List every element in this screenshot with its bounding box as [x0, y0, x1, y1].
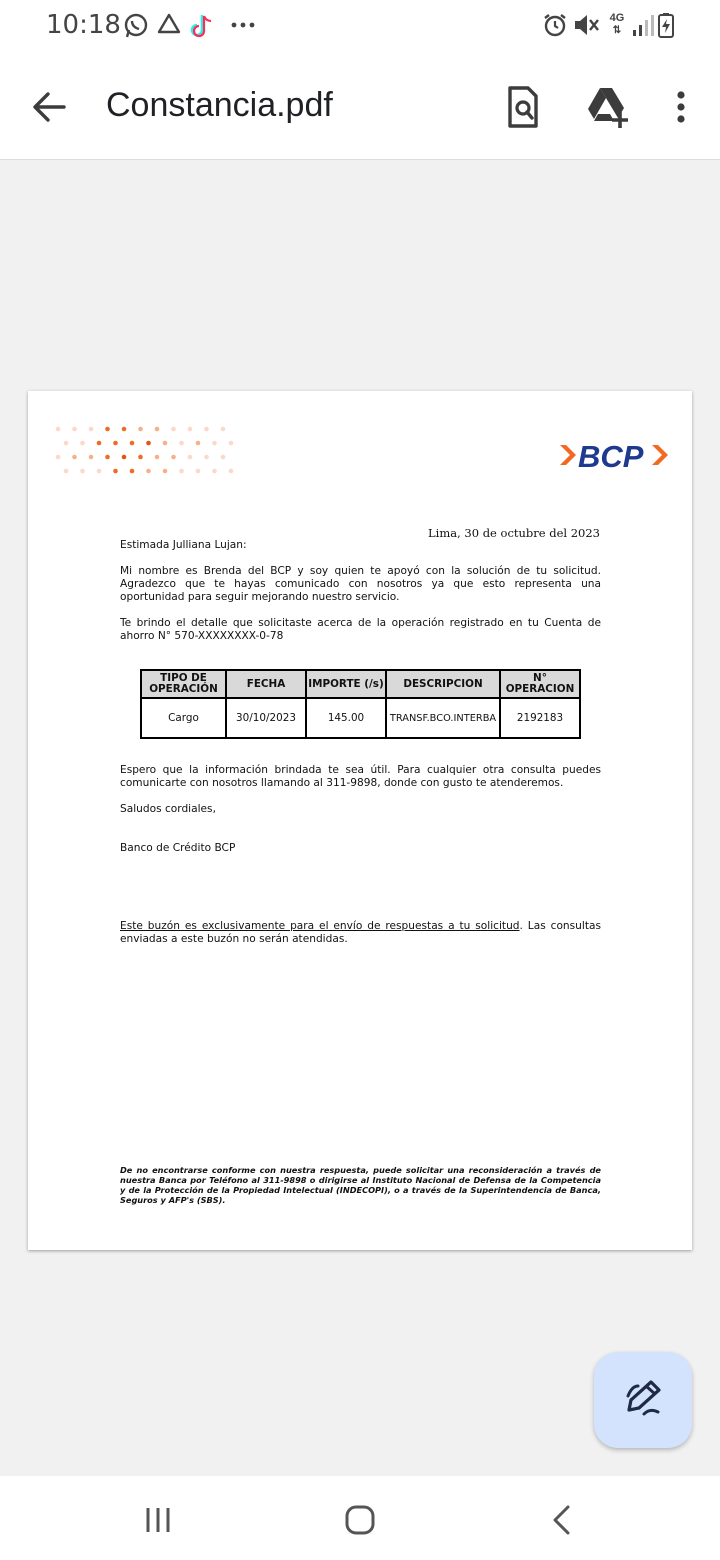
- decorative-dot: [155, 427, 160, 432]
- home-icon[interactable]: [340, 1500, 380, 1540]
- whatsapp-icon: [122, 12, 150, 40]
- tiktok-icon: [188, 12, 214, 40]
- table-header: N° OPERACION: [500, 670, 580, 698]
- decorative-dot: [138, 455, 143, 460]
- edit-pen-icon: [594, 1352, 692, 1448]
- decorative-dot: [146, 441, 151, 446]
- table-header: DESCRIPCION: [386, 670, 500, 698]
- paragraph-intro: Mi nombre es Brenda del BCP y soy quien te apoyó con la solución de tu solicitud. Agradezco que te hayas comunicado con nosotros ya que esto representa una oportunidad para seguir mejorando nuestro servicio.: [120, 565, 601, 603]
- alarm-icon: [542, 12, 568, 38]
- table-header: TIPO DE OPERACIÓN: [141, 670, 226, 698]
- decorative-dot: [122, 455, 127, 460]
- decorative-dot: [97, 469, 102, 474]
- decorative-dot: [179, 469, 184, 474]
- mailbox-notice-underlined: Este buzón es exclusivamente para el envío de respuestas a tu solicitud: [120, 920, 520, 932]
- decorative-dot: [89, 455, 94, 460]
- decorative-dot: [105, 455, 110, 460]
- decorative-dot: [56, 455, 61, 460]
- status-time: 10:18: [46, 10, 121, 40]
- decorative-dot: [171, 455, 176, 460]
- network-icon: 4G ⇅: [609, 12, 625, 36]
- mailbox-notice-rest: . Las consultas enviadas a este buzón no serán atendidas.: [120, 920, 601, 945]
- decorative-dot: [130, 469, 135, 474]
- decorative-dot: [229, 469, 234, 474]
- decorative-dot: [97, 441, 102, 446]
- operations-table: [140, 669, 581, 739]
- greeting: Estimada Julliana Lujan:: [120, 539, 247, 551]
- table-cell: TRANSF.BCO.INTERBA: [386, 698, 500, 738]
- decorative-dot: [89, 427, 94, 432]
- table-cell: 30/10/2023: [226, 698, 306, 738]
- decorative-dot: [56, 427, 61, 432]
- navigation-bar: [0, 1476, 720, 1560]
- app-bar: [0, 52, 720, 160]
- decorative-dot: [64, 469, 69, 474]
- table-row: [141, 698, 580, 738]
- decorative-dot: [72, 455, 77, 460]
- decorative-dot: [171, 427, 176, 432]
- back-arrow-icon[interactable]: [24, 82, 74, 132]
- decorative-dot: [229, 441, 234, 446]
- decorative-dot: [138, 427, 143, 432]
- decorative-dot: [204, 455, 209, 460]
- decorative-dot: [146, 469, 151, 474]
- decorative-dot: [105, 427, 110, 432]
- signal-icon: [632, 12, 654, 38]
- status-bar: [0, 0, 720, 52]
- decorative-dots-pattern: [52, 421, 252, 481]
- decorative-dot: [196, 441, 201, 446]
- table-cell: 145.00: [306, 698, 386, 738]
- decorative-dot: [221, 427, 226, 432]
- decorative-dot: [212, 469, 217, 474]
- decorative-dot: [221, 455, 226, 460]
- search-in-document-icon[interactable]: [498, 82, 548, 132]
- decorative-dot: [212, 441, 217, 446]
- overflow-menu-icon[interactable]: [656, 82, 706, 132]
- decorative-dot: [113, 469, 118, 474]
- footer-note: De no encontrarse conforme con nuestra respuesta, puede solicitar una reconsideración a través de nuestra Banca por Teléfono al 311-9898 o dirigirse al Instituto Nacional de Defensa de la Competencia y de la Protección de la Propiedad Intelectual (INDECOPI), o a través de la Superintendencia de Banca, Seguros y AFP's (SBS).: [120, 1165, 601, 1205]
- decorative-dot: [188, 455, 193, 460]
- decorative-dot: [80, 469, 85, 474]
- decorative-dot: [130, 441, 135, 446]
- salutation: Saludos cordiales,: [120, 803, 216, 815]
- decorative-dot: [80, 441, 85, 446]
- decorative-dot: [72, 427, 77, 432]
- add-to-drive-icon[interactable]: [582, 82, 632, 132]
- decorative-dot: [64, 441, 69, 446]
- decorative-dot: [179, 441, 184, 446]
- recents-icon[interactable]: [138, 1500, 178, 1540]
- table-header-row: [141, 670, 580, 698]
- mute-icon: [572, 12, 600, 38]
- mailbox-notice: [120, 920, 601, 946]
- battery-icon: [658, 12, 674, 38]
- decorative-dot: [113, 441, 118, 446]
- decorative-dot: [163, 441, 168, 446]
- decorative-dot: [122, 427, 127, 432]
- decorative-dot: [204, 427, 209, 432]
- table-cell: 2192183: [500, 698, 580, 738]
- decorative-dot: [196, 469, 201, 474]
- table-header: IMPORTE (/s): [306, 670, 386, 698]
- decorative-dot: [155, 455, 160, 460]
- document-title: Constancia.pdf: [106, 86, 333, 124]
- bcp-logo-text: BCP: [578, 439, 644, 474]
- edit-fab[interactable]: [594, 1352, 692, 1448]
- decorative-dot: [163, 469, 168, 474]
- bcp-logo: [558, 435, 670, 475]
- signature: Banco de Crédito BCP: [120, 842, 236, 854]
- paragraph-detail: Te brindo el detalle que solicitaste acerca de la operación registrado en tu Cuenta de ahorro N° 570-XXXXXXXX-0-78: [120, 617, 601, 642]
- paragraph-closing: Espero que la información brindada te sea útil. Para cualquier otra consulta puedes comunicarte con nosotros llamando al 311-9898, donde con gusto te atenderemos.: [120, 764, 601, 789]
- drive-icon: [156, 12, 182, 38]
- table-cell: Cargo: [141, 698, 226, 738]
- more-dots-icon: [230, 20, 256, 30]
- letter-date: Lima, 30 de octubre del 2023: [428, 526, 600, 540]
- network-label: 4G: [609, 12, 625, 24]
- decorative-dot: [188, 427, 193, 432]
- back-nav-icon[interactable]: [542, 1500, 582, 1540]
- table-header: FECHA: [226, 670, 306, 698]
- pdf-page: [28, 391, 692, 1250]
